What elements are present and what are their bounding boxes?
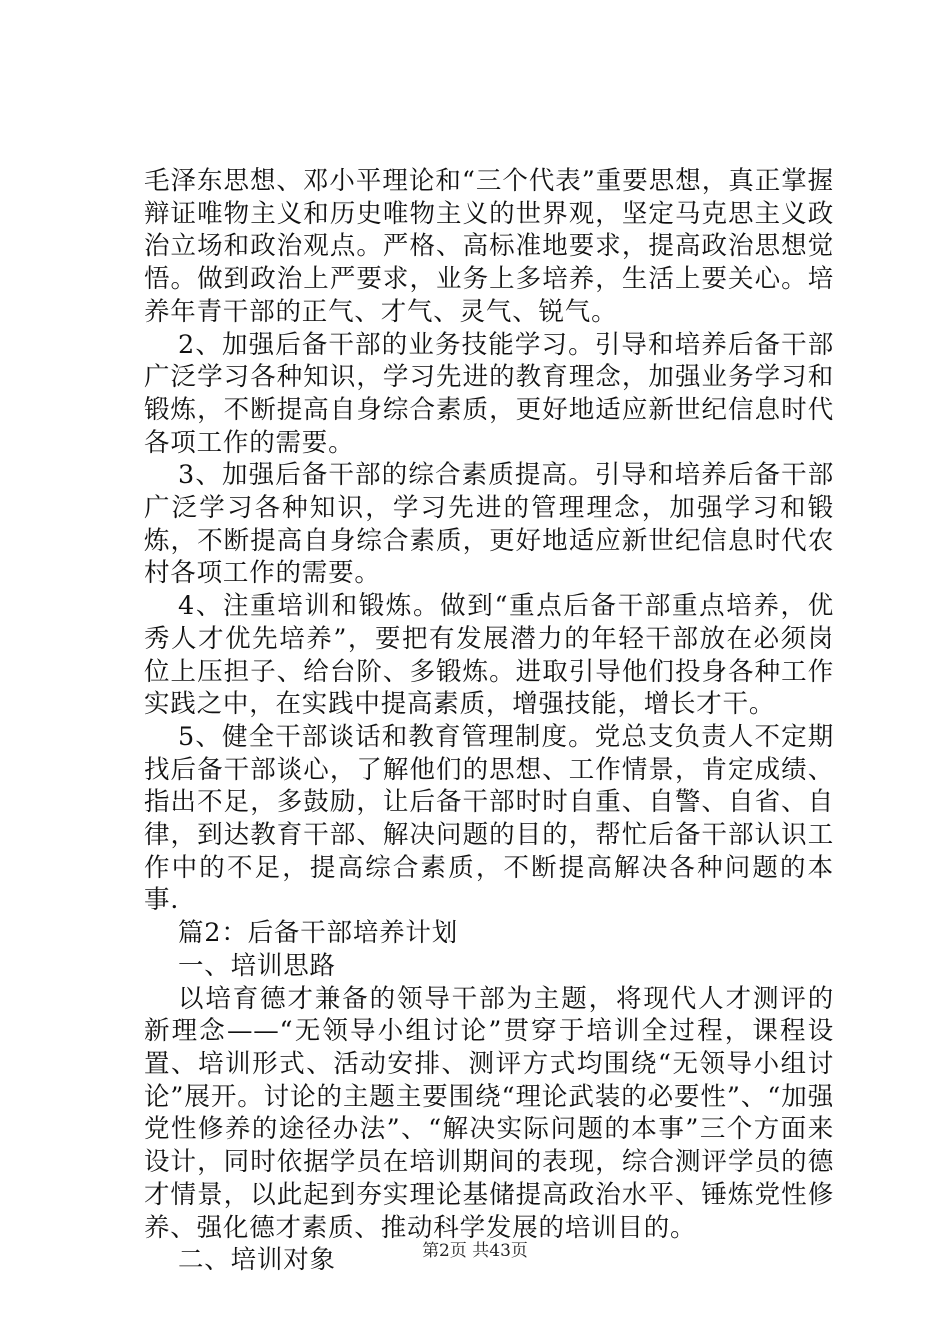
paragraph-item-2: 2、加强后备干部的业务技能学习。引导和培养后备干部广泛学习各种知识，学习先进的教育理念，加强业务学习和锻炼，不断提高自身综合素质，更好地适应新世纪信息时代各项工作的需要。: [144, 329, 834, 458]
section-title: 篇2：后备干部培养计划: [178, 918, 459, 949]
subsection-heading-training-target: 二、培训对象: [178, 1245, 336, 1276]
paragraph-continued: 毛泽东思想、邓小平理论和“三个代表”重要思想，真正掌握辩证唯物主义和历史唯物主义的世界观，坚定马克思主义政治立场和政治观点。严格、高标准地要求，提高政治思想觉悟。做到政治上严要求，业务上多培养，生活上要关心。培养年青干部的正气、才气、灵气、锐气。: [144, 166, 834, 327]
paragraph-item-5: 5、健全干部谈话和教育管理制度。党总支负责人不定期找后备干部谈心，了解他们的思想、工作情景，肯定成绩、指出不足，多鼓励，让后备干部时时自重、自警、自省、自律，到达教育干部、解决问题的目的，帮忙后备干部认识工作中的不足，提高综合素质，不断提高解决各种问题的本事.: [144, 721, 834, 916]
page-number-footer: 第2页 共43页: [422, 1241, 528, 1261]
paragraph-training-idea: 以培育德才兼备的领导干部为主题，将现代人才测评的新理念——“无领导小组讨论”贯穿于培训全过程，课程设置、培训形式、活动安排、测评方式均围绕“无领导小组讨论”展开。讨论的主题主要围绕“理论武装的必要性”、“加强党性修养的途径办法”、“解决实际问题的本事”三个方面来设计，同时依据学员在培训期间的表现，综合测评学员的德才情景，以此起到夯实理论基储提高政治水平、锤炼党性修养、强化德才素质、推动科学发展的培训目的。: [144, 983, 834, 1243]
document-body: [144, 165, 834, 1277]
paragraph-item-4: 4、注重培训和锻炼。做到“重点后备干部重点培养，优秀人才优先培养”，要把有发展潜力的年轻干部放在必须岗位上压担子、给台阶、多锻炼。进取引导他们投身各种工作实践之中，在实践中提高素质，增强技能，增长才干。: [144, 591, 834, 720]
subsection-heading-training-idea: 一、培训思路: [178, 950, 336, 981]
paragraph-item-3: 3、加强后备干部的综合素质提高。引导和培养后备干部广泛学习各种知识，学习先进的管理理念，加强学习和锻炼，不断提高自身综合素质，更好地适应新世纪信息时代农村各项工作的需要。: [144, 460, 834, 589]
